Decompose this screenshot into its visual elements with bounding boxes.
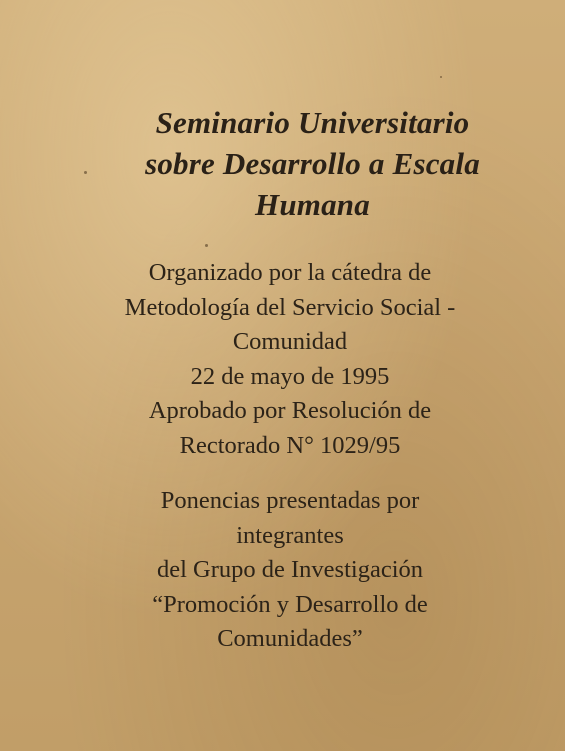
approval-line: Aprobado por Resolución de: [148, 397, 432, 425]
papers-line-5: Comunidades”: [217, 625, 363, 653]
chair-line-continued: Comunidad: [232, 328, 348, 356]
papers-line-1: Ponencias presentadas por: [160, 487, 420, 514]
paper-speck: [440, 76, 442, 78]
chair-line: Metodología del Servicio Social -: [124, 293, 456, 321]
papers-line-2: integrantes: [236, 521, 344, 549]
event-date: 22 de mayo de 1995: [190, 362, 390, 390]
resolution-number: Rectorado N° 1029/95: [179, 431, 401, 459]
seminar-title: [40, 102, 565, 225]
organizer-line: Organizado por la cátedra de: [148, 259, 432, 286]
title-line-3: Humana: [255, 187, 370, 222]
title-line-2: sobre Desarrollo a Escala: [145, 146, 480, 181]
papers-line-4: “Promoción y Desarrollo de: [152, 590, 428, 618]
title-line-1: Seminario Universitario: [155, 105, 470, 140]
organization-details: [0, 256, 565, 464]
papers-presented: [0, 484, 565, 657]
paper-speck: [205, 244, 208, 247]
papers-line-3: del Grupo de Investigación: [156, 556, 424, 584]
